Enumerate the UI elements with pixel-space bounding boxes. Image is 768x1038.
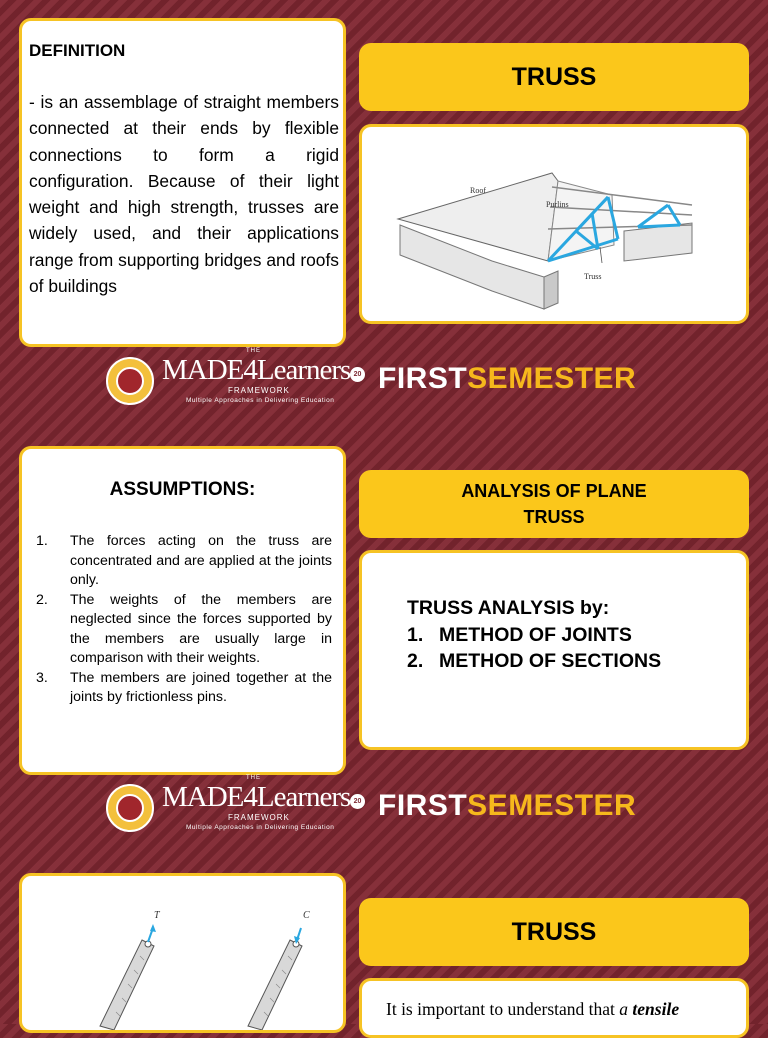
list-number: 3. — [36, 669, 48, 686]
semester-title — [378, 362, 636, 396]
truss-heading-2 — [359, 898, 749, 966]
compression-label: C — [303, 910, 310, 921]
logo-text: MADE4Learners — [162, 354, 351, 386]
logo-badge: 20 — [350, 794, 365, 809]
list-text: METHOD OF SECTIONS — [439, 650, 662, 672]
analysis-heading — [359, 470, 749, 538]
list-text: The weights of the members are neglected since the forces supported by the members are usually large in comparison with their weights. — [70, 591, 332, 666]
truss-heading-2-label: TRUSS — [511, 917, 597, 946]
university-seal-icon — [106, 357, 154, 405]
list-item — [407, 648, 661, 675]
semester-first: FIRST — [378, 789, 468, 822]
logo-the: THE — [246, 348, 261, 354]
logo-tagline: Multiple Approaches in Delivering Education — [186, 397, 335, 404]
list-item — [36, 669, 332, 708]
truss-figure-card — [359, 124, 749, 324]
truss-analysis-card — [359, 550, 749, 750]
list-number: 2. — [407, 650, 424, 672]
tensile-text-plain: It is important to understand that — [386, 999, 620, 1019]
logo-badge: 20 — [350, 367, 365, 382]
list-number: 1. — [407, 623, 424, 646]
definition-body: - is an assemblage of straight members connected at their ends by flexible connections to form a rigid configuration. Because of their light weight and high strength, trusses are widely used, and their applications range from supporting bridges and roofs of buildings — [29, 92, 339, 297]
logo-the: THE — [246, 775, 261, 781]
semester-second: SEMESTER — [467, 789, 637, 822]
logo-text: MADE4Learners — [162, 781, 351, 813]
truss-heading — [359, 43, 749, 111]
logo-tagline: Multiple Approaches in Delivering Education — [186, 824, 335, 831]
truss-analysis-title: TRUSS ANALYSIS by: — [407, 597, 610, 619]
definition-card — [19, 18, 346, 347]
roof-label: Roof — [470, 186, 486, 195]
assumptions-title: ASSUMPTIONS: — [109, 479, 256, 500]
truss-heading-label: TRUSS — [511, 62, 597, 91]
definition-title: DEFINITION — [29, 41, 126, 60]
list-item — [407, 622, 661, 649]
purlins-label: Purlins — [546, 200, 569, 209]
analysis-heading-label: ANALYSIS OF PLANE TRUSS — [461, 481, 647, 527]
semester-banner — [0, 775, 768, 845]
university-seal-icon — [106, 784, 154, 832]
tensile-text-bold: tensile — [632, 999, 680, 1019]
logo-framework: FRAMEWORK — [228, 386, 290, 395]
member-figure-card — [19, 873, 346, 1033]
made4learners-logo — [160, 348, 370, 418]
made4learners-logo — [160, 775, 370, 845]
list-text: The forces acting on the truss are concentrated and are applied at the joints only. — [70, 533, 332, 588]
semester-banner — [0, 348, 768, 418]
assumptions-card — [19, 446, 346, 775]
two-force-member-illustration — [22, 876, 343, 1030]
tension-label: T — [154, 910, 160, 921]
list-item — [36, 532, 332, 591]
list-text: The members are joined together at the joints by frictionless pins. — [70, 669, 332, 705]
list-number: 2. — [36, 591, 48, 608]
list-item — [36, 591, 332, 669]
truss-analysis-methods — [407, 595, 661, 675]
roof-truss-illustration — [362, 127, 746, 321]
truss-label: Truss — [584, 272, 602, 281]
semester-title — [378, 789, 636, 823]
semester-second: SEMESTER — [467, 362, 637, 395]
list-text: METHOD OF JOINTS — [439, 623, 632, 646]
assumptions-list — [36, 532, 332, 708]
semester-first: FIRST — [378, 362, 468, 395]
tensile-text-card — [359, 978, 749, 1038]
tensile-paragraph — [386, 997, 726, 1021]
list-number: 1. — [36, 533, 48, 549]
logo-framework: FRAMEWORK — [228, 813, 290, 822]
tensile-text-italic: a — [619, 999, 633, 1019]
